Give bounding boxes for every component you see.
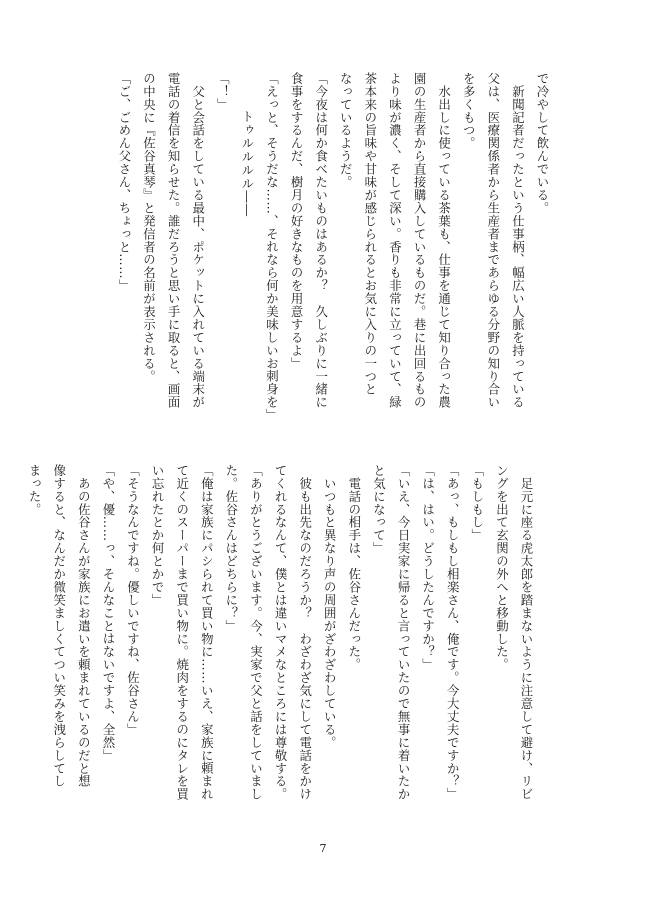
sound-effect-line: トゥルルルル――	[239, 110, 255, 218]
text-line: た。佐谷さんはどちらに？」	[223, 464, 239, 633]
text-line: て近くのスーパーまで買い物に。焼肉をするのにタレを買	[174, 464, 190, 801]
text-line: 「今夜は何か食べたいものはあるか？ 久しぶりに一緒に	[313, 72, 329, 409]
text-line: 茶本来の旨味や甘味が感じられるとお気に入りの一つと	[362, 72, 378, 396]
text-line: 「は、はい。どうしたんですか？」	[420, 464, 436, 672]
text-line: 園の生産者から直接購入しているものだ。巷に出回るもの	[412, 72, 428, 409]
text-line: なっているようだ。	[338, 72, 354, 189]
text-line: 「！」	[215, 72, 231, 111]
text-line: あの佐谷さんが家族にお遣いを頼まれているのだと想	[76, 464, 92, 788]
text-line: 「俺は家族にパシられて買い物に……いえ、家族に頼まれ	[199, 464, 215, 801]
text-block-upper	[116, 72, 554, 424]
text-line: 「えっと、そうだな……、それなら何か美味しいお刺身を」	[264, 72, 280, 422]
text-line: まった。	[27, 464, 43, 516]
text-line: てくれるなんて、僕とは違いマメなところには尊敬する。	[273, 464, 289, 801]
text-line: 水出しに使っている茶葉も、仕事を通じて知り合った農	[436, 72, 452, 409]
text-line: 彼も出先なのだろうか？ わざわざ気にして電話をかけ	[297, 464, 313, 801]
text-line: 「や、優……っ、そんなことはないですよ、全然」	[100, 464, 116, 762]
text-line: ングを出て玄関の外へと移動した。	[494, 464, 510, 672]
text-line: 「もしもし」	[469, 464, 485, 542]
text-line: 父と会話をしている最中、ポケットに入れている端末が	[190, 72, 206, 409]
text-line: 「ご、ごめん父さん、ちょっと……」	[116, 72, 132, 293]
text-line: より味が濃く、そして深い。香りも非常に立っていて、緑	[387, 72, 403, 409]
text-line: を多くもつ。	[461, 72, 477, 150]
text-line: 「そうなんですね。優しいですね、佐谷さん」	[125, 464, 141, 736]
text-line: 「いえ、今日実家に帰ると言っていたので無事に着いたか	[396, 464, 412, 801]
text-line: 像すると、なんだか微笑ましくてつい笑みを洩らしてし	[51, 464, 67, 788]
page-number: 7	[319, 842, 327, 855]
text-line: 父は、医療関係者から生産者まであらゆる分野の知り合い	[485, 72, 501, 409]
text-line: 新聞記者だったという仕事柄、幅広い人脈を持っている	[510, 72, 526, 409]
text-line: の中央に『佐谷真琴』と発信者の名前が表示される。	[141, 72, 157, 383]
text-line: で冷やして飲んでいる。	[535, 72, 550, 215]
text-line: いつもと異なり声の周囲がざわざわしている。	[322, 464, 338, 749]
text-block-lower	[27, 464, 538, 816]
text-line: 食事をするんだ、樹月の好きなものを用意するよ」	[289, 72, 305, 370]
text-line: 「ありがとうございます。今、実家で父と話をしていまし	[248, 464, 264, 801]
text-line: 電話の相手は、佐谷さんだった。	[346, 464, 362, 672]
text-line: 足元に座る虎太郎を踏まないように注意して避け、リビ	[519, 464, 534, 801]
text-line: 電話の着信を知らせた。誰だろうと思い手に取ると、画面	[166, 72, 182, 409]
text-line: い忘れたとか何とかで」	[150, 464, 166, 607]
text-line: 「あっ、もしもし相楽さん、俺です。今大丈夫ですか？」	[445, 464, 461, 801]
text-line: と気になって」	[371, 464, 387, 555]
